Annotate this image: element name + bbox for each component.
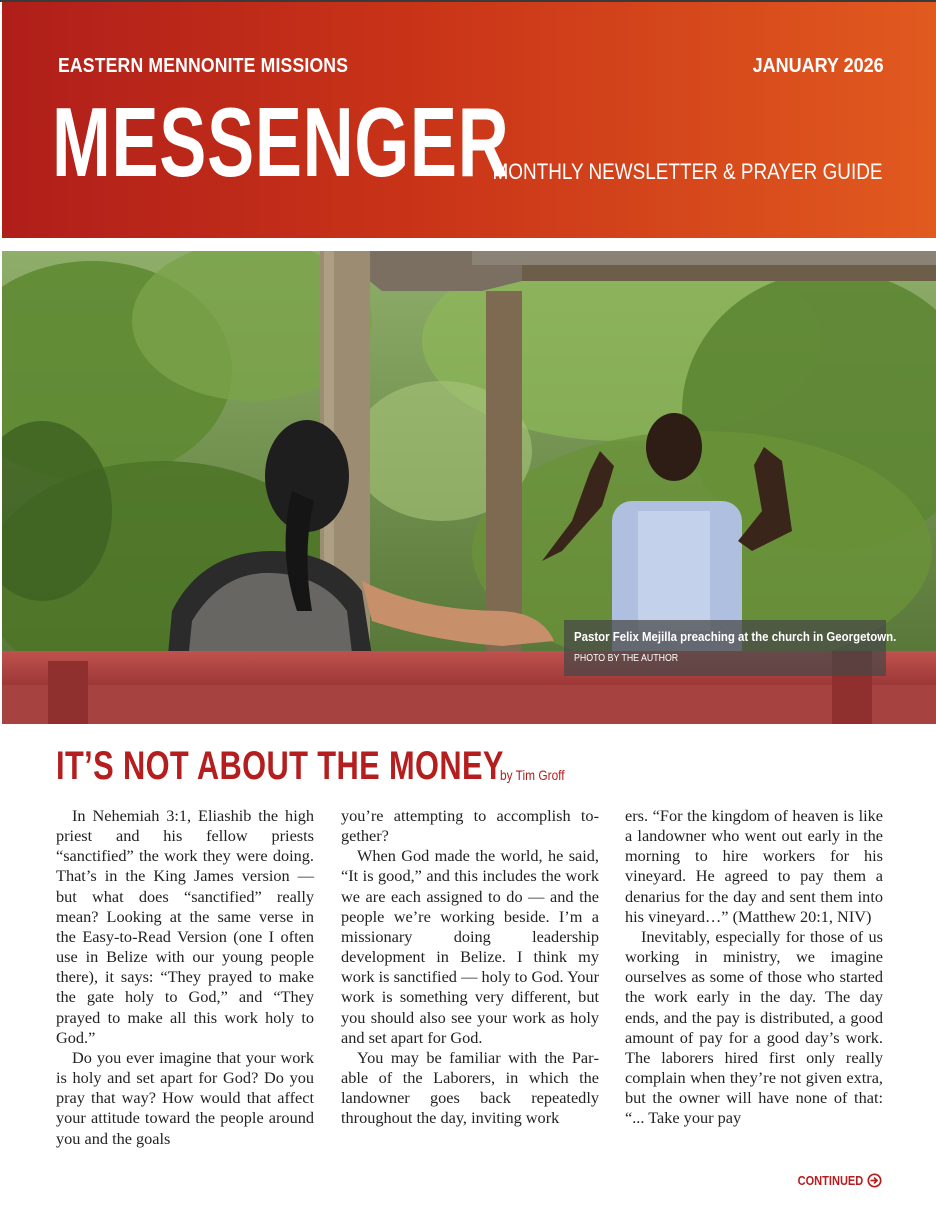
article-paragraph: When God made the world, he said, “It is good,” and this includes the work we are each assigned to do — and the people we’re working beside. I’m a missionary doing leadership development in Belize. I think my work is sanctified — holy to God. Your work is something very different, but you should also see your work as holy and set apart for God. — [341, 846, 599, 1047]
circle-arrow-right-icon — [867, 1173, 882, 1188]
photo-caption-box — [564, 620, 897, 676]
photo-credit: PHOTO BY THE AUTHOR — [574, 653, 679, 664]
article-paragraph: Do you ever imagine that your work is holy and set apart for God? Do you pray that way? How would that affect your attitude toward the people around you and the goals — [56, 1047, 314, 1148]
headline-text: IT’S NOT ABOUT THE MONEY — [56, 744, 504, 788]
article-paragraph: ers. “For the kingdom of heaven is like a landowner who went out early in the morning to hire workers for his vineyard. He agreed to pay them a denarius for the day and sent them into his vineyard…” (Matthew 20:1, NIV) — [625, 806, 883, 926]
newsletter-subtitle: MONTHLY NEWSLETTER & PRAYER GUIDE — [492, 159, 883, 184]
continued-link[interactable] — [786, 1173, 882, 1188]
article-paragraph: you’re attempting to accomplish together? — [341, 806, 599, 846]
article-column-3 — [625, 806, 883, 1129]
article-column-2 — [341, 806, 599, 1129]
article-paragraph: Inevitably, especially for those of us working in ministry, we imagine ourselves as some of those who started the work early in the day. The day ends, and the pay is distributed, a good amount of pay for a good day’s work. The laborers hired first only really complain when they’re not given extra, but the owner will have none of that: “... Take your pay — [625, 926, 883, 1128]
masthead — [2, 2, 936, 238]
photo-caption: Pastor Felix Mejilla preaching at the church in Georgetown. — [574, 629, 897, 644]
feature-photo — [2, 251, 936, 724]
continued-label: CONTINUED — [797, 1173, 863, 1188]
issue-date: JANUARY 2026 — [752, 55, 884, 77]
article-column-1 — [56, 806, 314, 1149]
article-paragraph: In Nehemiah 3:1, Eliashib the high priest and his fellow priests “sanctified” the work they were doing. That’s in the King James version — but what does “sanctified” really mean? Looking at the same verse in the Easy-to-Read Version (one I often use in Belize with our young people there), it says: “They prayed to make the gate holy to God,” and “They prayed to make all this work holy to God.” — [56, 806, 314, 1047]
article-paragraph: You may be familiar with the Parable of the Laborers, in which the landowner goes back repeatedly throughout the day, inviting work — [341, 1047, 599, 1128]
organization-name: EASTERN MENNONITE MISSIONS — [58, 55, 349, 77]
article-byline: by Tim Groff — [500, 767, 565, 783]
newsletter-title: MESSENGER — [52, 87, 510, 197]
